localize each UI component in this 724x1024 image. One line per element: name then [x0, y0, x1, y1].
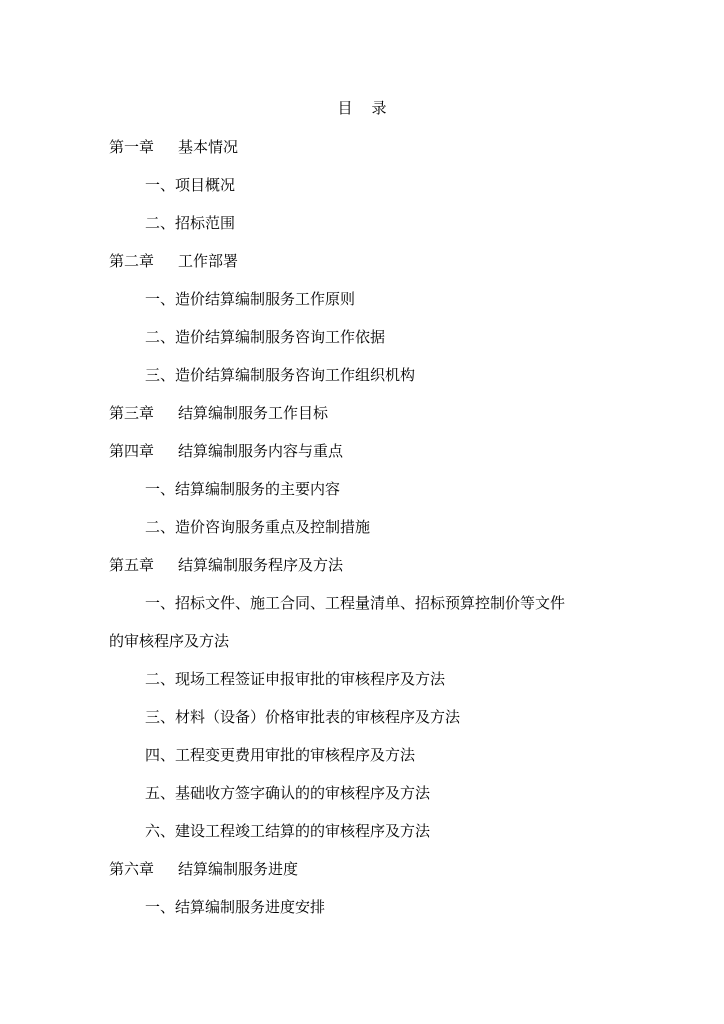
chapter-title: 结算编制服务程序及方法	[178, 556, 344, 574]
toc-section: 六、建设工程竣工结算的的审核程序及方法	[145, 822, 431, 840]
toc-chapter-3	[109, 404, 328, 422]
chapter-title: 结算编制服务内容与重点	[178, 442, 344, 460]
toc-section: 一、造价结算编制服务工作原则	[145, 290, 356, 308]
chapter-number: 第六章	[109, 860, 155, 878]
toc-chapter-6	[109, 860, 298, 878]
toc-section: 一、结算编制服务进度安排	[145, 898, 326, 916]
toc-title: 目 录	[337, 99, 387, 117]
chapter-number: 第二章	[109, 252, 155, 270]
toc-section: 二、造价结算编制服务咨询工作依据	[145, 328, 386, 346]
chapter-title: 基本情况	[178, 138, 239, 156]
toc-section: 一、结算编制服务的主要内容	[145, 480, 341, 498]
toc-section: 三、造价结算编制服务咨询工作组织机构	[145, 366, 416, 384]
toc-section-continuation: 的审核程序及方法	[109, 632, 230, 650]
toc-chapter-4	[109, 442, 343, 460]
toc-chapter-5	[109, 556, 343, 574]
toc-section: 五、基础收方签字确认的的审核程序及方法	[145, 784, 431, 802]
toc-section: 二、招标范围	[145, 214, 236, 232]
chapter-number: 第四章	[109, 442, 155, 460]
toc-section: 四、工程变更费用审批的审核程序及方法	[145, 746, 416, 764]
toc-chapter-2	[109, 252, 238, 270]
chapter-number: 第一章	[109, 138, 155, 156]
toc-section: 二、造价咨询服务重点及控制措施	[145, 518, 371, 536]
toc-section: 二、现场工程签证申报审批的审核程序及方法	[145, 670, 446, 688]
toc-chapter-1	[109, 138, 238, 156]
toc-section: 三、材料（设备）价格审批表的审核程序及方法	[145, 708, 461, 726]
chapter-number: 第三章	[109, 404, 155, 422]
toc-section: 一、招标文件、施工合同、工程量清单、招标预算控制价等文件	[145, 594, 566, 612]
toc-section: 一、项目概况	[145, 176, 236, 194]
chapter-number: 第五章	[109, 556, 155, 574]
chapter-title: 结算编制服务进度	[178, 860, 299, 878]
chapter-title: 工作部署	[178, 252, 239, 270]
chapter-title: 结算编制服务工作目标	[178, 404, 329, 422]
